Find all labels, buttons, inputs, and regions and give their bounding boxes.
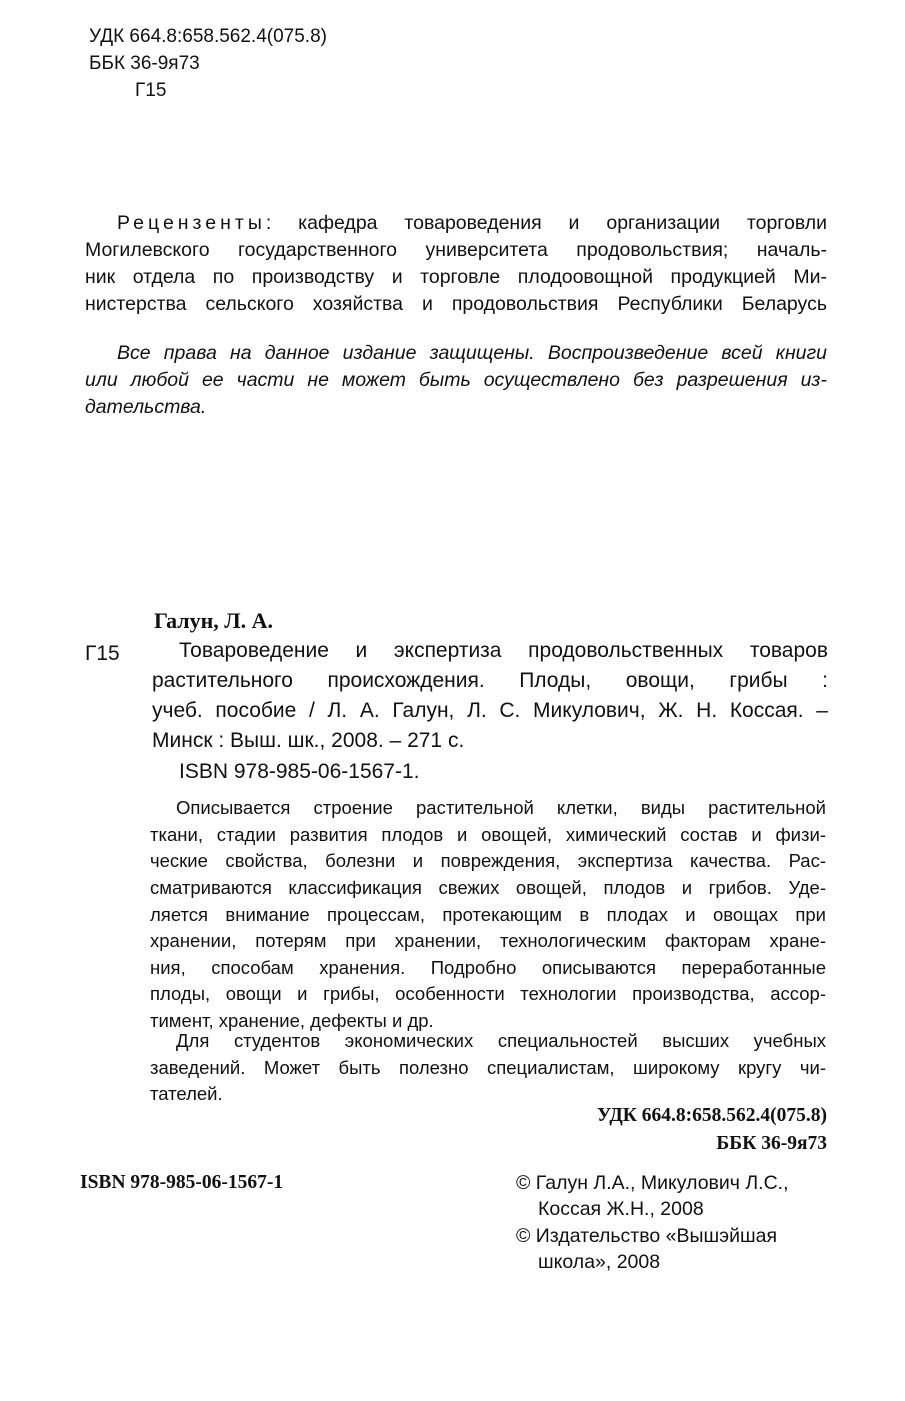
abstract-p1-line-6: хранении, потерям при хранении, технологическим факторам хране-: [150, 930, 826, 951]
abstract-p1-line-8: плоды, овощи и грибы, особенности технологии производства, ассор-: [150, 983, 826, 1004]
copyright-line-4: школа», 2008: [538, 1251, 661, 1273]
catalog-isbn: ISBN 978-985-06-1567-1.: [179, 760, 420, 783]
reviewers-label: Рецензенты: [117, 212, 266, 234]
copyright-line-2: Коссая Ж.Н., 2008: [538, 1198, 704, 1220]
rights-line-3: дательства.: [85, 396, 207, 418]
reviewers-line-2: Могилевского государственного университета продовольствия; началь-: [85, 239, 827, 261]
reviewers-line-3: ник отдела по производству и торговле плодоовощной продукцией Ми-: [85, 266, 827, 288]
copyright-line-1: © Галун Л.А., Микулович Л.С.,: [516, 1172, 789, 1194]
abstract-p1-line-4: сматриваются классификация свежих овощей, плодов и грибов. Уде-: [150, 877, 826, 898]
catalog-title-line-2: растительного происхождения. Плоды, овощи, грибы :: [152, 669, 828, 692]
abstract-p1-line-1: Описывается строение растительной клетки, виды растительной: [176, 797, 826, 818]
catalog-title-line-4: Минск : Выш. шк., 2008. – 271 с.: [152, 729, 465, 752]
catalog-title-line-1: Товароведение и экспертиза продовольственных товаров: [179, 639, 828, 662]
reviewers-line-1: Рецензенты: кафедра товароведения и организации торговли: [117, 212, 827, 234]
abstract-p1-line-5: ляется внимание процессам, протекающим в плодах и овощах при: [150, 904, 826, 925]
abstract-p2-line-3: тателей.: [150, 1083, 223, 1104]
abstract-p1-line-3: ческие свойства, болезни и повреждения, экспертиза качества. Рас-: [150, 850, 826, 871]
catalog-author: Галун, Л. А.: [154, 608, 274, 633]
abstract-p1-line-2: ткани, стадии развития плодов и овощей, химический состав и физи-: [150, 824, 826, 845]
reviewers-line-4: нистерства сельского хозяйства и продовольствия Республики Беларусь: [85, 293, 827, 315]
catalog-title-line-3: учеб. пособие / Л. А. Галун, Л. С. Микулович, Ж. Н. Коссая. –: [152, 699, 828, 722]
udk-top: УДК 664.8:658.562.4(075.8): [89, 26, 327, 47]
catalog-mark: Г15: [85, 642, 120, 665]
abstract-p1-line-9: тимент, хранение, дефекты и др.: [150, 1010, 434, 1031]
rights-line-2: или любой ее части не может быть осуществлено без разрешения из-: [85, 369, 827, 391]
bbk-top: ББК 36-9я73: [89, 53, 200, 74]
abstract-p1-line-7: ния, способам хранения. Подробно описываются переработанные: [150, 957, 826, 978]
rights-line-1: Все права на данное издание защищены. Воспроизведение всей книги: [117, 342, 827, 364]
footer-isbn: ISBN 978-985-06-1567-1: [80, 1172, 284, 1193]
udk-bottom: УДК 664.8:658.562.4(075.8): [596, 1105, 827, 1126]
author-mark-top: Г15: [135, 80, 167, 101]
bbk-bottom: ББК 36-9я73: [716, 1133, 827, 1154]
abstract-p2-line-1: Для студентов экономических специальностей высших учебных: [176, 1030, 826, 1051]
abstract-p2-line-2: заведений. Может быть полезно специалистам, широкому кругу чи-: [150, 1057, 826, 1078]
copyright-line-3: © Издательство «Вышэйшая: [516, 1225, 778, 1247]
